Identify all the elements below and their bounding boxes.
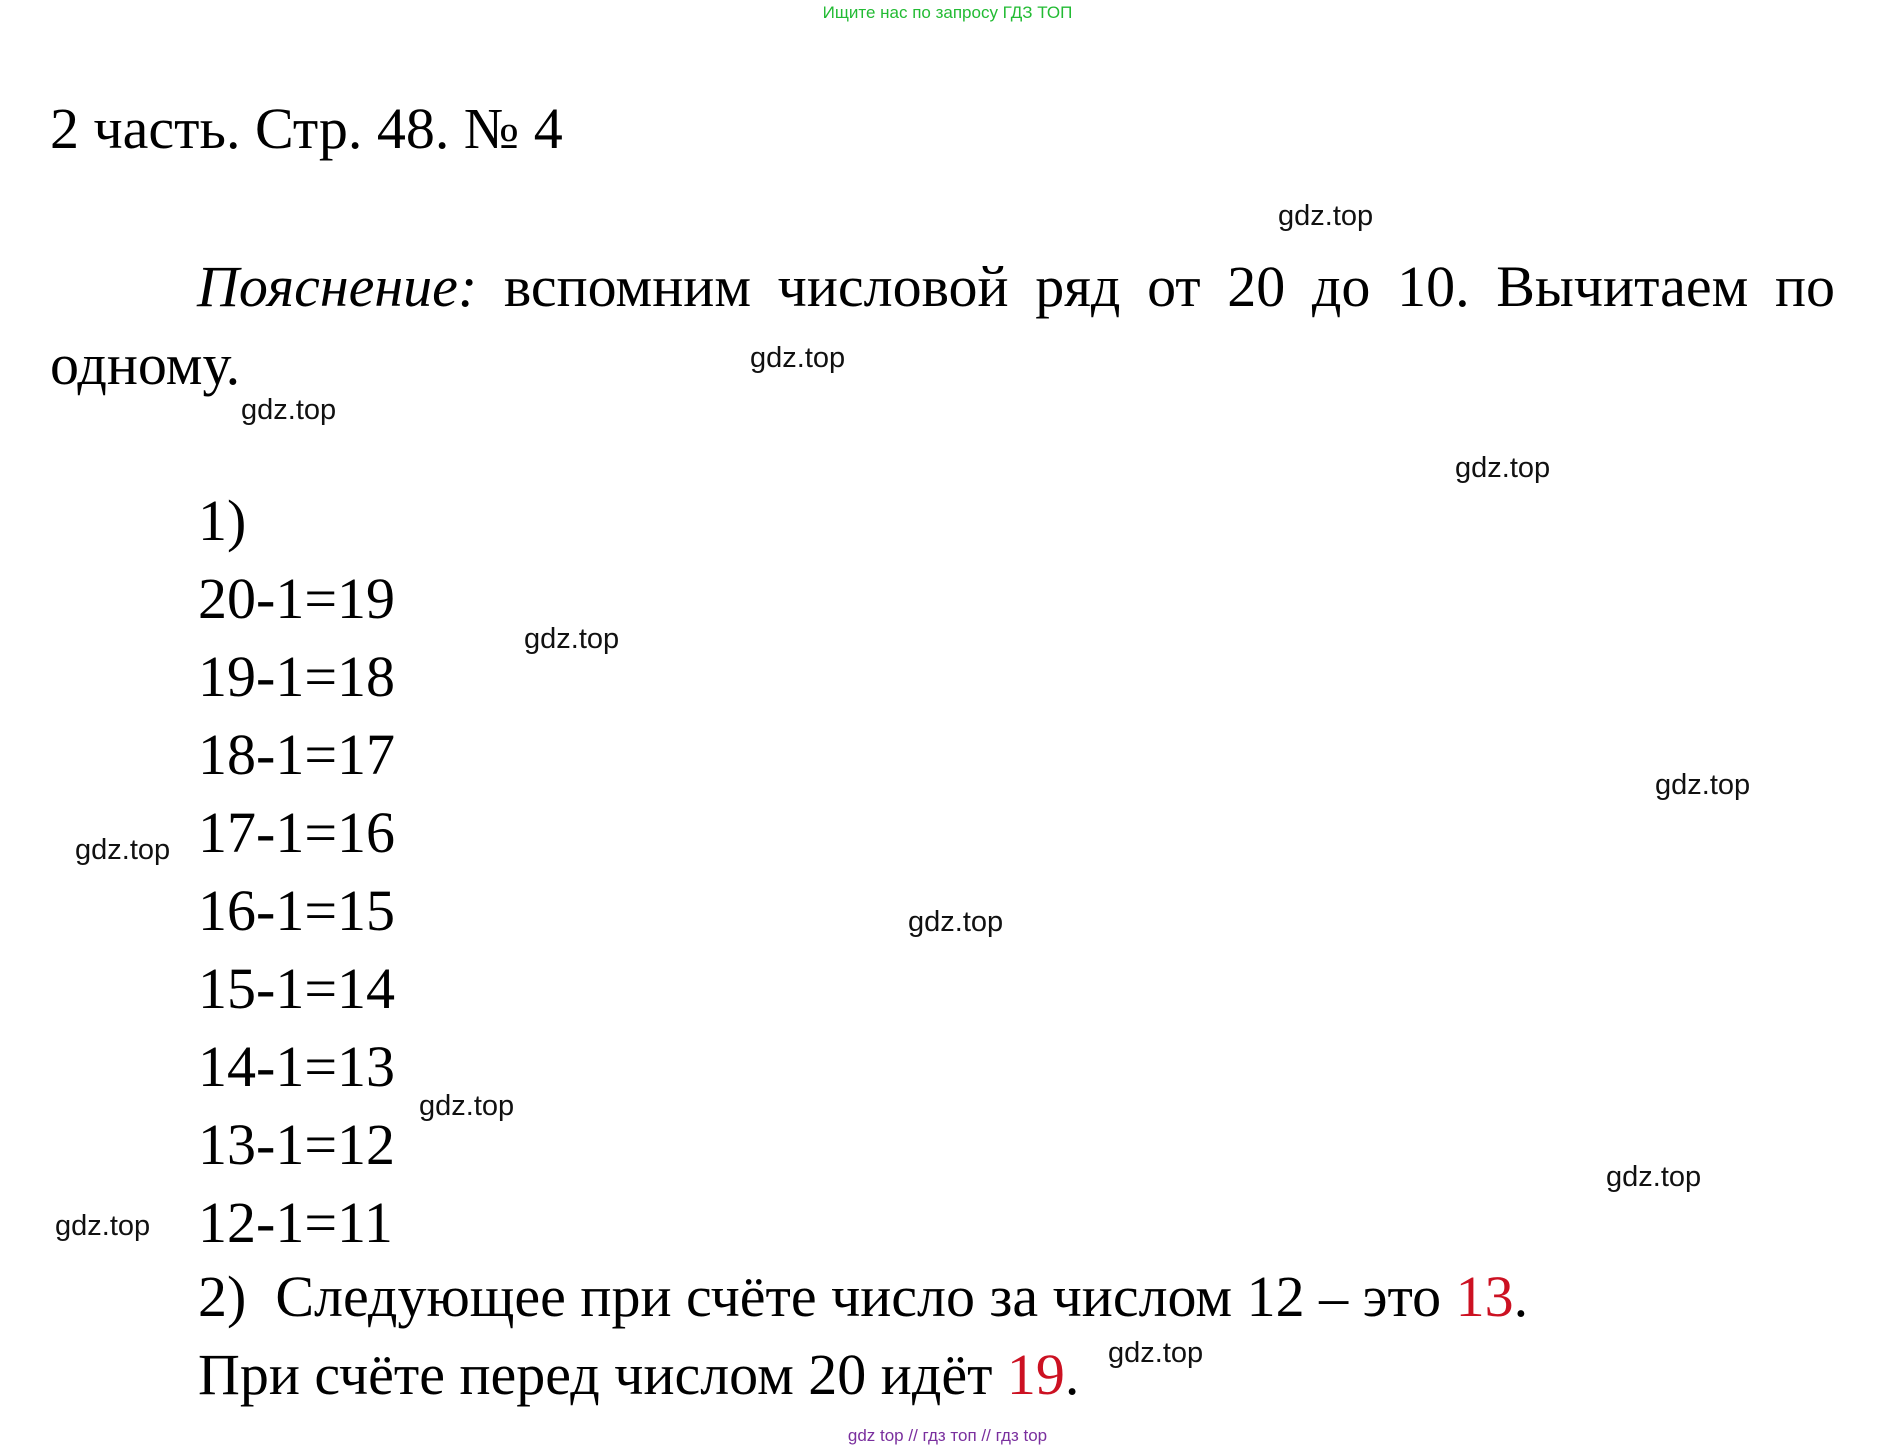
watermark: gdz.top: [55, 1210, 151, 1242]
watermark: gdz.top: [1455, 452, 1551, 484]
footer-separator: //: [981, 1426, 991, 1445]
watermark: gdz.top: [908, 906, 1004, 938]
equation-item: 20-1=19: [198, 566, 396, 631]
equation-list: [198, 560, 395, 1262]
watermark: gdz.top: [1655, 769, 1751, 801]
footer-link[interactable]: gdz top: [847, 1426, 904, 1445]
equation-item: 17-1=16: [198, 800, 396, 865]
footer-links: [0, 1426, 1895, 1446]
footer-link[interactable]: гдз top: [995, 1426, 1048, 1445]
watermark: gdz.top: [1278, 200, 1374, 232]
equation-item: 15-1=14: [198, 956, 396, 1021]
top-banner[interactable]: [0, 3, 1895, 23]
part2-line2-text: При счёте перед числом 20 идёт: [198, 1342, 993, 1407]
watermark: gdz.top: [750, 342, 846, 374]
answer-13: 13: [1455, 1264, 1514, 1329]
equation-item: 16-1=15: [198, 878, 396, 943]
period: .: [1513, 1264, 1529, 1329]
watermark: gdz.top: [75, 834, 171, 866]
watermark: gdz.top: [241, 394, 337, 426]
answer-19: 19: [1006, 1342, 1065, 1407]
period: .: [1064, 1342, 1080, 1407]
page-title: 2 часть. Стр. 48. № 4: [50, 96, 563, 161]
part2-line1-text: Следующее при счёте число за числом 12 – это: [275, 1264, 1442, 1329]
watermark: gdz.top: [524, 623, 620, 655]
part1-label: 1): [198, 488, 247, 553]
equation-item: 12-1=11: [198, 1190, 393, 1255]
part2-label: 2): [198, 1264, 247, 1329]
equation-item: 19-1=18: [198, 644, 396, 709]
banner-text[interactable]: Ищите нас по запросу ГДЗ ТОП: [822, 3, 1073, 22]
part2-line2: [198, 1342, 1080, 1407]
equation-item: 14-1=13: [198, 1034, 396, 1099]
equation-item: 18-1=17: [198, 722, 396, 787]
watermark: gdz.top: [1108, 1337, 1204, 1369]
watermark: gdz.top: [419, 1090, 515, 1122]
explanation-paragraph: [50, 248, 1835, 404]
watermark: gdz.top: [1606, 1161, 1702, 1193]
part2-line1: [198, 1264, 1529, 1329]
explanation-label: Пояснение:: [197, 254, 478, 319]
footer-link[interactable]: гдз топ: [922, 1426, 977, 1445]
footer-separator: //: [908, 1426, 918, 1445]
equation-item: 13-1=12: [198, 1112, 396, 1177]
explanation-text: вспомним числовой ряд от 20 до 10. Вычитаем по одному.: [50, 254, 1835, 397]
